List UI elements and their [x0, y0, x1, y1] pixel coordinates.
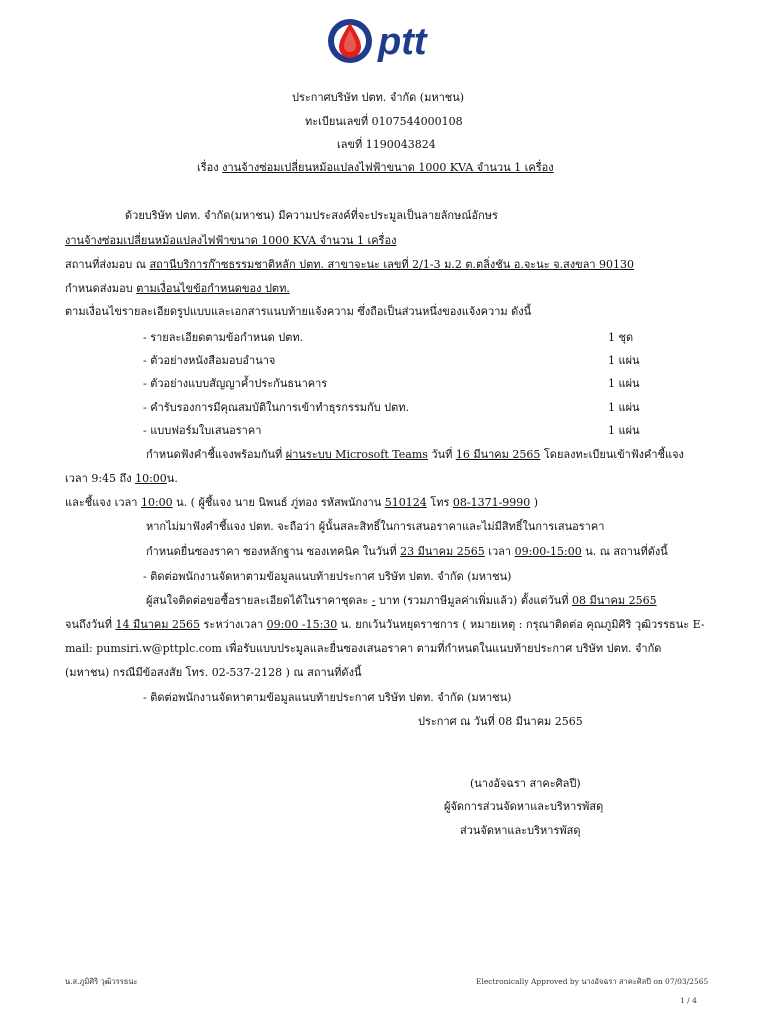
meeting-time-end: 10:00 [135, 472, 167, 485]
absent-note: หากไม่มาฟังคำชี้แจง ปตท. จะถือว่า ผู้นั้นสละสิทธิ์ในการเสนอราคาและไม่มีสิทธิ์ในการเสนอราคา [146, 520, 605, 533]
contact-procurement: - ติดต่อพนักงานจัดหาตามข้อมูลแนบท้ายประกาศ บริษัท ปตท. จำกัด (มหาชน) [143, 570, 512, 583]
delivery-place-value: สถานีบริการก๊าซธรรมชาติหลัก ปตท. สาขาจะนะ เลขที่ 2/1-3 ม.2 ต.ตลิ่งชัน อ.จะนะ จ.สงขลา 90130 [149, 258, 635, 271]
buy-line [146, 594, 657, 608]
submit-label: กำหนดยื่นซองราคา ซองหลักฐาน ซองเทคนิค ในวันที่ [146, 545, 397, 558]
buy-from-label: บาท (รวมภาษีมูลค่าเพิ่มแล้ว) ตั้งแต่วันที่ [379, 594, 569, 607]
phone-label: โทร [430, 496, 450, 509]
announcement-date: ประกาศ ณ วันที่ 08 มีนาคม 2565 [418, 715, 583, 728]
explain-close: ) [533, 496, 539, 509]
inquiry-line: (มหาชน) กรณีมีข้อสงสัย โทร. 02-537-2128 ) ณ สถานที่ดังนี้ [65, 666, 362, 679]
ptt-logo [326, 8, 466, 74]
meeting-channel: ผ่านระบบ Microsoft Teams [285, 448, 428, 461]
header-registration: ทะเบียนเลขที่ 0107544000108 [305, 115, 463, 128]
attachment-item: - รายละเอียดตามข้อกำหนด ปตท. [143, 331, 304, 344]
footer-approval: Electronically Approved by นางอัจฉรา สาคะศิลปี on 07/03/2565 [476, 977, 709, 986]
signatory-position: ผู้จัดการส่วนจัดหาและบริหารพัสดุ [444, 800, 604, 813]
attachment-item: - ตัวอย่างหนังสือมอบอำนาจ [143, 354, 276, 367]
delivery-deadline [65, 282, 290, 296]
explain-time: 10:00 [140, 496, 173, 509]
attachment-qty: 1 แผ่น [608, 401, 640, 414]
attachment-qty: 1 แผ่น [608, 424, 640, 437]
mail-line: mail: pumsiri.w@pttplc.com เพื่อรับแบบประมูลและยื่นซองเสนอราคา ตามที่กำหนดในแนบท้ายประกาศ บริษัท ปตท. จำกัด [65, 642, 662, 655]
attachment-qty: 1 แผ่น [608, 354, 640, 367]
buy-label: ผู้สนใจติดต่อขอซื้อรายละเอียดได้ในราคาชุดละ [146, 594, 369, 607]
explain-person: น. ( ผู้ชี้แจง นาย นิพนธ์ ภู่ทอง รหัสพนักงาน [176, 496, 382, 509]
meeting-time-unit: น. [166, 472, 178, 485]
meeting-text: กำหนดฟังคำชี้แจงพร้อมกันที่ [146, 448, 283, 461]
page-number: 1 / 4 [680, 996, 697, 1005]
submit-place: น. ณ สถานที่ดังนี้ [585, 545, 668, 558]
until-time: 09:00 -15:30 [266, 618, 338, 631]
attachment-item: - แบบฟอร์มใบเสนอราคา [143, 424, 262, 437]
submit-date: 23 มีนาคม 2565 [400, 545, 485, 558]
until-label: จนถึงวันที่ [65, 618, 112, 631]
intro-text: ด้วยบริษัท ปตท. จำกัด(มหาชน) มีความประสงค์ที่จะประมูลเป็นลายลักษณ์อักษร [125, 209, 498, 222]
signatory-name: (นางอัจฉรา สาคะศิลปี) [470, 777, 581, 790]
delivery-deadline-value: ตามเงื่อนไขข้อกำหนดของ ปตท. [136, 282, 290, 295]
delivery-place-prefix: สถานที่ส่งมอบ ณ [65, 258, 146, 271]
subject-prefix: เรื่อง [197, 161, 219, 174]
meeting-date-label: วันที่ [431, 448, 453, 461]
employee-id: 510124 [384, 496, 427, 509]
attachment-qty: 1 แผ่น [608, 377, 640, 390]
header-number: เลขที่ 1190043824 [337, 138, 436, 151]
attachment-item: - คำรับรองการมีคุณสมบัติในการเข้าทำธุรกรรมกับ ปตท. [143, 401, 410, 414]
explain-line [65, 496, 538, 510]
delivery-place [65, 258, 634, 272]
buy-date: 08 มีนาคม 2565 [572, 594, 657, 607]
contact-procurement: - ติดต่อพนักงานจัดหาตามข้อมูลแนบท้ายประกาศ บริษัท ปตท. จำกัด (มหาชน) [143, 691, 512, 704]
header-company: ประกาศบริษัท ปตท. จำกัด (มหาชน) [292, 91, 465, 104]
until-note: น. ยกเว้นวันหยุดราชการ ( หมายเหตุ : กรุณาติดต่อ คุณภูมิศิริ วุฒิวรรธนะ E- [340, 618, 705, 631]
ptt-logo-text: ptt [378, 21, 427, 63]
meeting-register: โดยลงทะเบียนเข้าฟังคำชี้แจง [543, 448, 684, 461]
conditions-text: ตามเงื่อนไขรายละเอียดรูปแบบและเอกสารแนบท้ายแจ้งความ ซึ่งถือเป็นส่วนหนึ่งของแจ้งความ ดังนี้ [65, 305, 532, 318]
delivery-deadline-prefix: กำหนดส่งมอบ [65, 282, 133, 295]
meeting-time [65, 472, 178, 486]
until-date: 14 มีนาคม 2565 [115, 618, 200, 631]
buy-price: - [371, 594, 376, 607]
meeting-time-label: เวลา 9:45 ถึง [65, 472, 132, 485]
job-title: งานจ้างซ่อมเปลี่ยนหม้อแปลงไฟฟ้าขนาด 1000 KVA จำนวน 1 เครื่อง [65, 234, 397, 247]
attachment-qty: 1 ชุด [608, 331, 634, 344]
attachment-item: - ตัวอย่างแบบสัญญาค้ำประกันธนาคาร [143, 377, 328, 390]
subject-title: งานจ้างซ่อมเปลี่ยนหม้อแปลงไฟฟ้าขนาด 1000 KVA จำนวน 1 เครื่อง [222, 161, 554, 174]
until-time-label: ระหว่างเวลา [203, 618, 264, 631]
submit-time: 09:00-15:00 [514, 545, 582, 558]
header-subject [197, 161, 554, 175]
phone-number: 08-1371-9990 [452, 496, 531, 509]
signatory-department: ส่วนจัดหาและบริหารพัสดุ [460, 824, 581, 837]
explain-label: และชี้แจง เวลา [65, 496, 138, 509]
until-line [65, 618, 705, 632]
submit-line [146, 545, 668, 559]
meeting-line [146, 448, 684, 462]
meeting-date: 16 มีนาคม 2565 [455, 448, 541, 461]
submit-time-label: เวลา [488, 545, 512, 558]
footer-preparer: น.ส.ภูมิศิริ วุฒิวรรธนะ [65, 977, 138, 986]
